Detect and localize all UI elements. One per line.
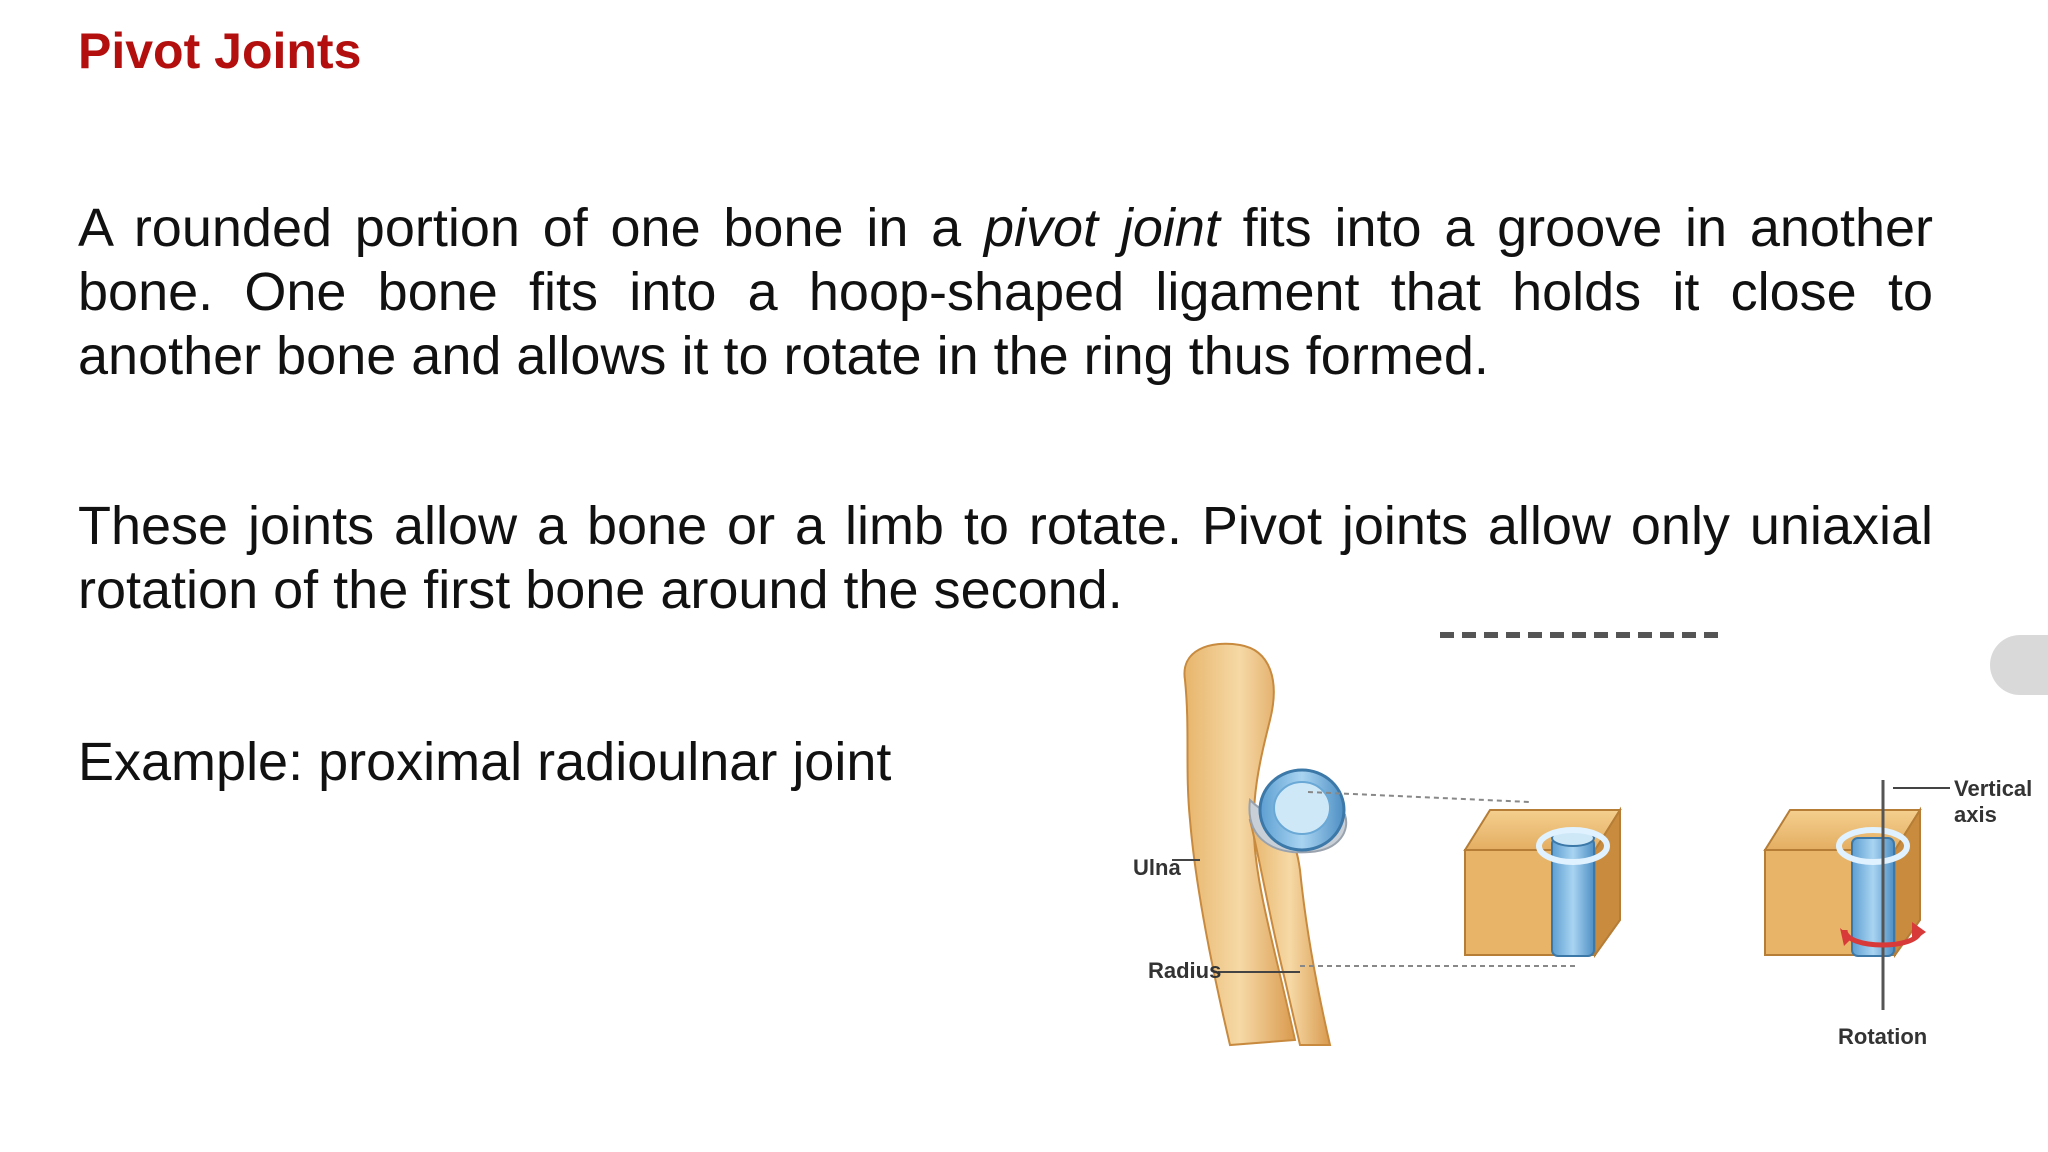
- label-radius: Radius: [1148, 958, 1222, 983]
- pivot-model-right: [1765, 780, 1950, 1010]
- pivot-joint-term: pivot joint: [983, 198, 1220, 258]
- label-vertical-axis-line1: Vertical: [1954, 776, 2033, 801]
- paragraph-text: fits into a groove in another bone. One bone fits into a hoop-shaped ligament that holds it close to another bone and allows it to rotate in the ring thus formed.: [78, 198, 1934, 386]
- forearm-bones: [1184, 644, 1346, 1045]
- label-vertical-axis: [1954, 776, 2032, 828]
- pivot-joint-illustration: [1100, 620, 2048, 1060]
- label-vertical-axis-line2: axis: [1954, 802, 1997, 827]
- paragraph-function: These joints allow a bone or a limb to rotate. Pivot joints allow only uniaxial rotation of the first bone around the second.: [78, 496, 1933, 620]
- paragraph-text: A rounded portion of one bone in a: [78, 198, 984, 258]
- paragraph-example: Example: proximal radioulnar joint: [78, 732, 892, 792]
- label-ulna: Ulna: [1133, 855, 1181, 880]
- slide-title: Pivot Joints: [78, 23, 362, 79]
- paragraph-definition: [78, 196, 1933, 388]
- pivot-model-middle: [1465, 810, 1620, 956]
- label-rotation: Rotation: [1838, 1024, 1928, 1049]
